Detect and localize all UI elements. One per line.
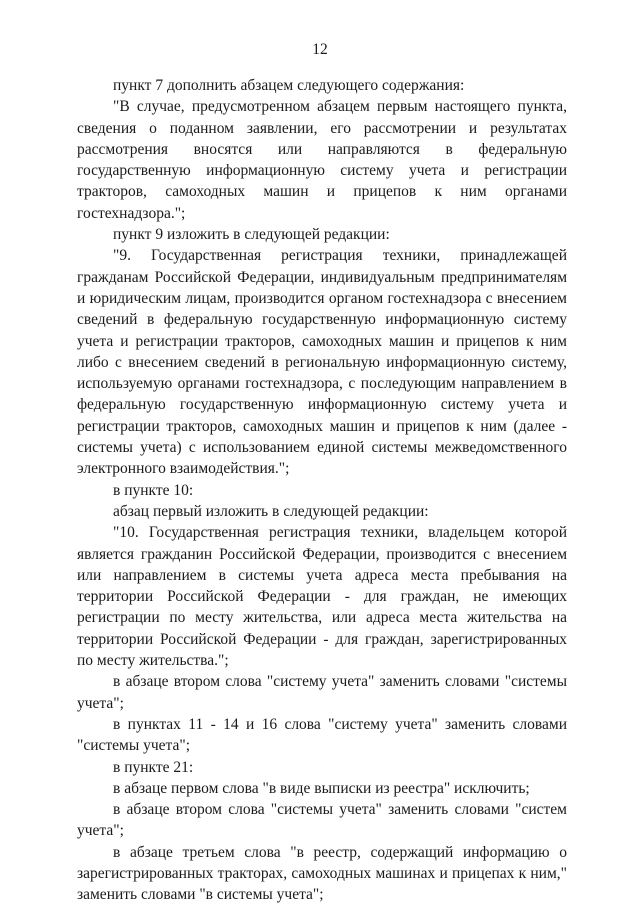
paragraph-item-21-second-abzac: в абзаце втором слова "системы учета" заменить словами "систем учета";	[77, 801, 567, 840]
paragraph-item-10-first-abzac: абзац первый изложить в следующей редакции:	[113, 502, 429, 520]
paragraph-item-21-header: в пункте 21:	[113, 758, 194, 776]
paragraph-quoted-item-10-text: "10. Государственная регистрация техники, владельцем которой является гражданин Российской Федерации, производится с внесением или направлением в системы учета адреса места пребывания на территории Российской Федерации - для граждан, не имеющих регистрации по месту жительства, или адреса места жительства на территории Российской Федерации - для граждан, зарегистрированных по месту жительства.";	[77, 524, 567, 670]
paragraph-items-11-14-16: в пунктах 11 - 14 и 16 слова "систему учета" заменить словами "системы учета";	[77, 715, 567, 755]
paragraph-item-7-supplement: пункт 7 дополнить абзацем следующего содержания:	[113, 77, 465, 94]
document-body	[77, 75, 567, 906]
paragraph-quoted-item-9-text: "9. Государственная регистрация техники, принадлежащей гражданам Российской Федерации, индивидуальным предпринимателям и юридическим лицам, производится органом гостехнадзора с внесением сведений в федеральную государственную информационную систему учета и регистрации тракторов, самоходных машин и прицепов к ним либо с внесением сведений в региональную информационную систему, используемую органами гостехнадзора, с последующим направлением в федеральную государственную информационную систему учета и регистрации тракторов, самоходных машин и прицепов к ним (далее - системы учета) с использованием единой системы межведомственного электронного взаимодействия.";	[77, 247, 567, 478]
paragraph-quoted-item-7-text: "В случае, предусмотренном абзацем первым настоящего пункта, сведения о поданном заявлении, его рассмотрении и результатах рассмотрения вносятся или направляются в федеральную государственную информационную систему учета и регистрации тракторов, самоходных машин и прицепов к ним органами гостехнадзора.";	[77, 98, 567, 222]
paragraph-item-21-third-abzac: в абзаце третьем слова "в реестр, содержащий информацию о зарегистрированных тракторах, самоходных машинах и прицепах к ним," заменить словами "в системы учета";	[77, 843, 567, 904]
paragraph-item-21-first-abzac: в абзаце первом слова "в виде выписки из реестра" исключить;	[113, 779, 530, 797]
paragraph-item-10-header: в пункте 10:	[113, 481, 194, 499]
paragraph-item-10-second-abzac: в абзаце втором слова "систему учета" заменить словами "системы учета";	[77, 673, 567, 712]
page-number: 12	[312, 41, 328, 58]
paragraph-item-9-restate: пункт 9 изложить в следующей редакции:	[113, 226, 390, 244]
